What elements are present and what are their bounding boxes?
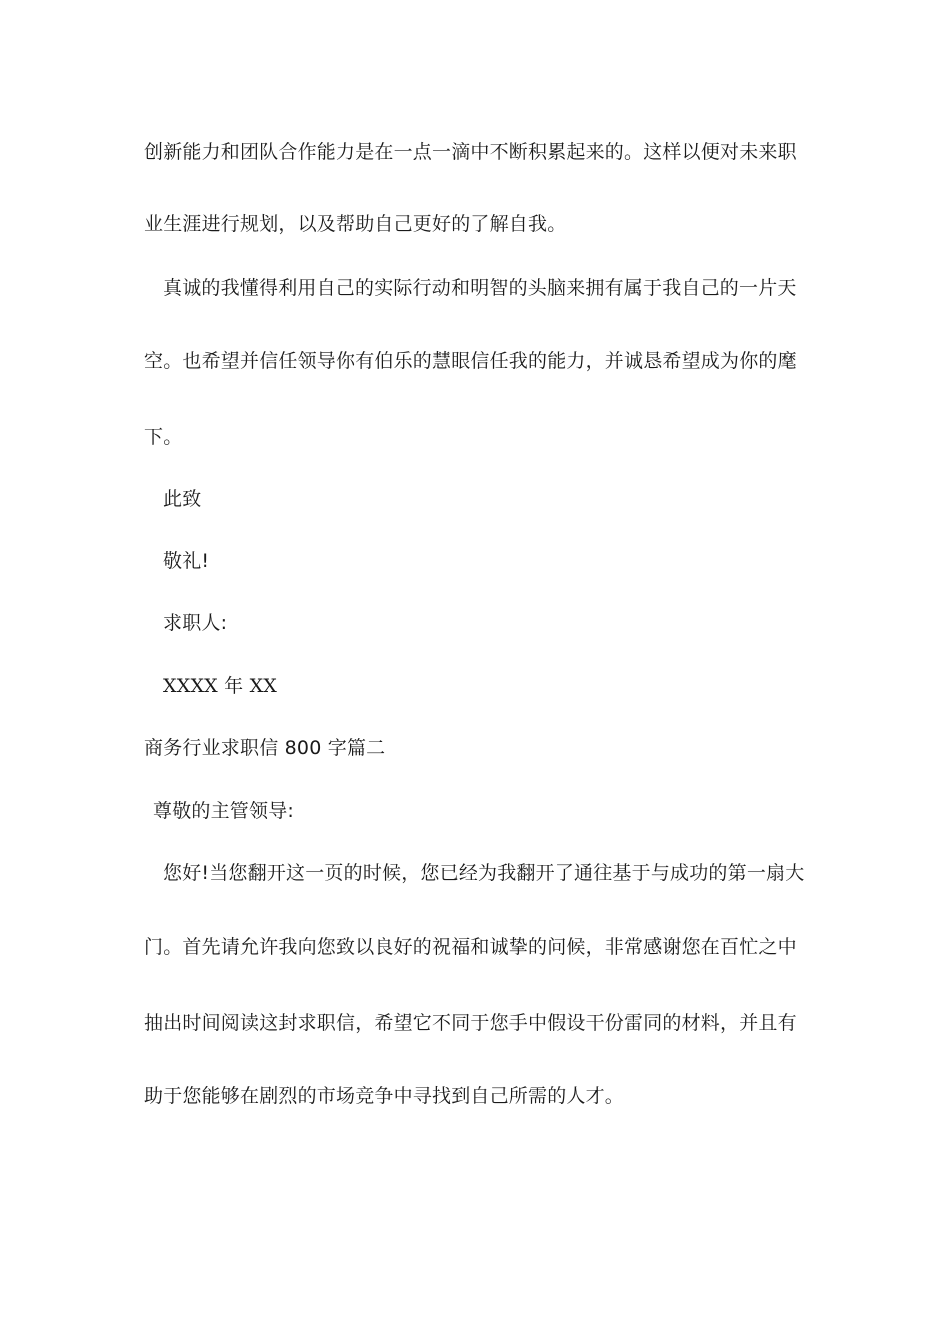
letter-2-line-4: 助于您能够在剧烈的市场竞争中寻找到自己所需的人才。 bbox=[144, 1085, 625, 1107]
closing-date: XXXX 年 XX bbox=[163, 675, 278, 697]
paragraph-2-line-1: 真诚的我懂得利用自己的实际行动和明智的头脑来拥有属于我自己的一片天 bbox=[163, 277, 797, 299]
letter-2-line-1: 您好!当您翻开这一页的时候，您已经为我翻开了通往基于与成功的第一扇大 bbox=[163, 862, 805, 884]
letter-2-greeting: 尊敬的主管领导: bbox=[153, 800, 295, 822]
paragraph-1-line-2: 业生涯进行规划，以及帮助自己更好的了解自我。 bbox=[144, 213, 567, 235]
closing-applicant: 求职人: bbox=[163, 612, 228, 634]
closing-regards: 敬礼! bbox=[163, 550, 210, 572]
paragraph-1-line-1: 创新能力和团队合作能力是在一点一滴中不断积累起来的。这样以便对未来职 bbox=[144, 141, 797, 163]
section-title: 商务行业求职信 800 字篇二 bbox=[144, 737, 386, 759]
letter-2-line-2: 门。首先请允许我向您致以良好的祝福和诚挚的问候，非常感谢您在百忙之中 bbox=[144, 936, 797, 958]
letter-2-line-3: 抽出时间阅读这封求职信，希望它不同于您手中假设干份雷同的材料，并且有 bbox=[144, 1012, 797, 1034]
paragraph-2-line-2: 空。也希望并信任领导你有伯乐的慧眼信任我的能力，并诚恳希望成为你的麾 bbox=[144, 350, 797, 372]
paragraph-2-line-3: 下。 bbox=[144, 426, 183, 448]
closing-salutation: 此致 bbox=[163, 488, 202, 510]
